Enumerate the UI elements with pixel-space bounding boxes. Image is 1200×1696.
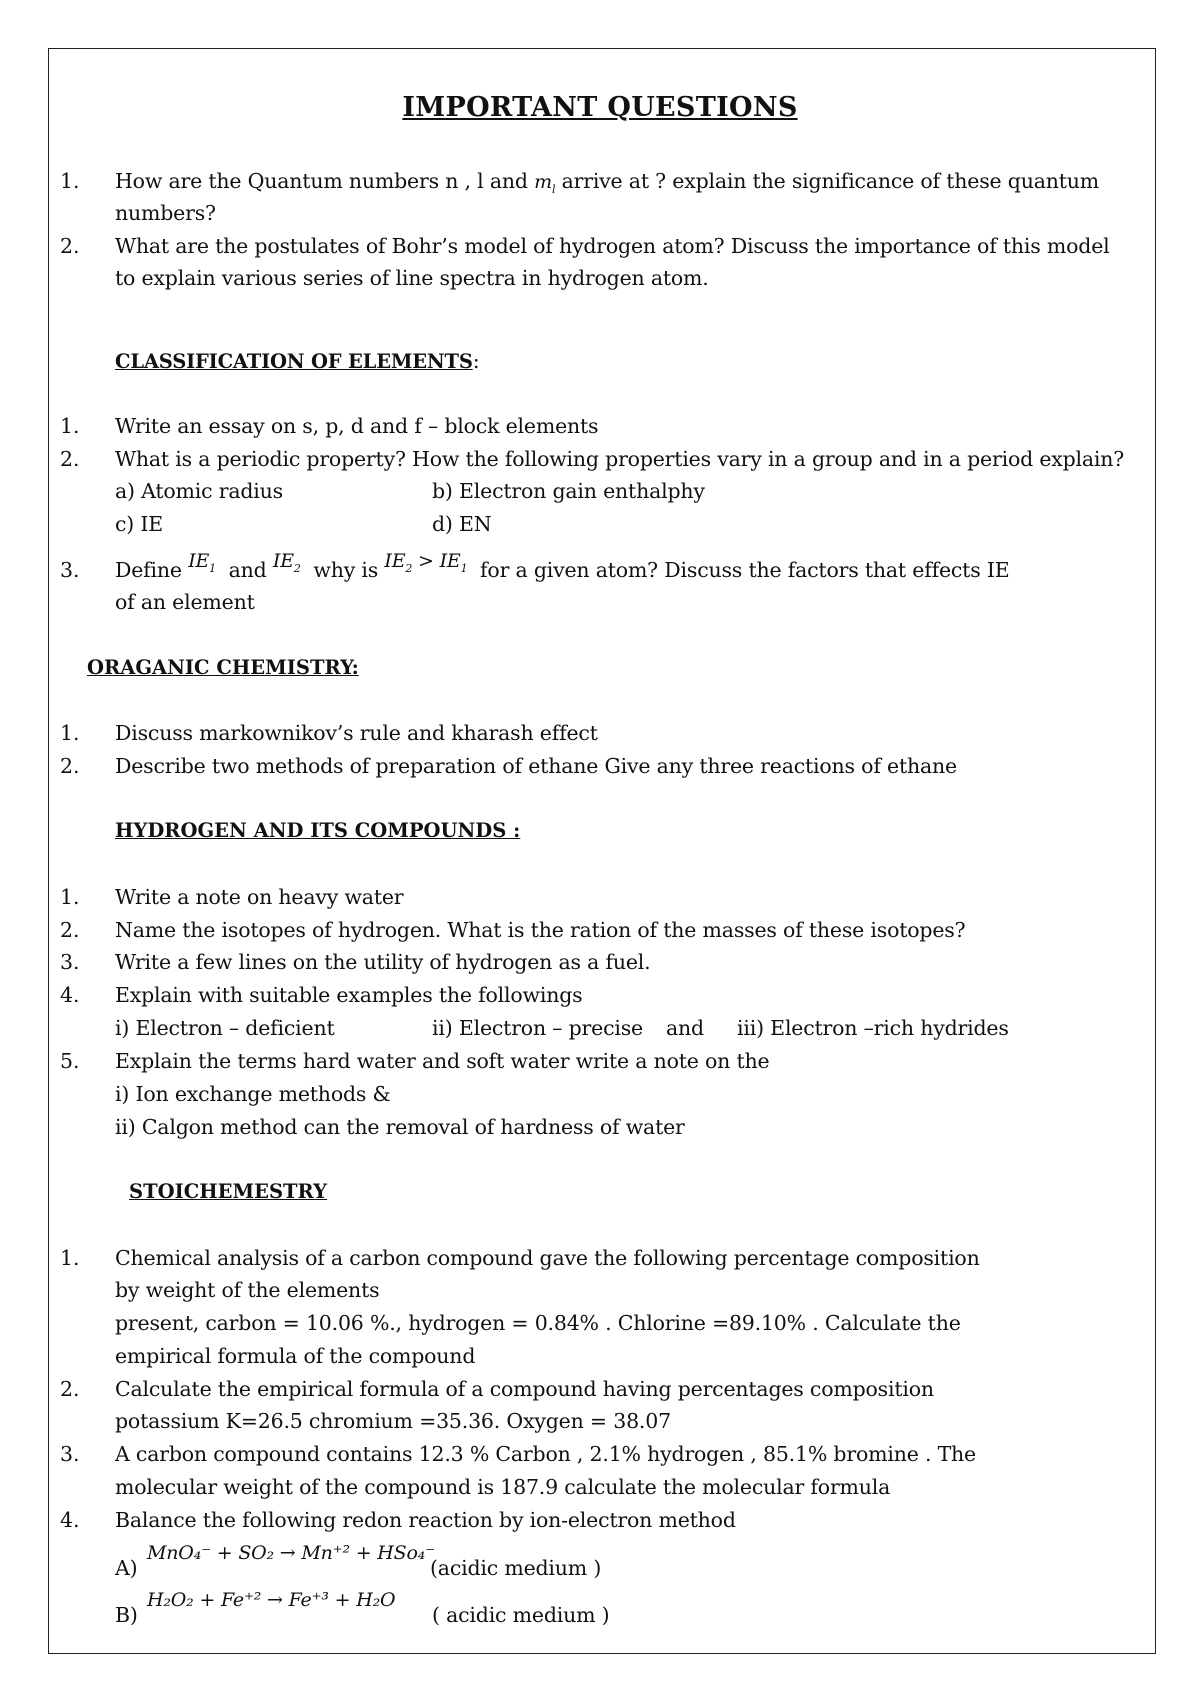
math-cmp-b: IE: [439, 550, 461, 572]
heading-text: CLASSIFICATION OF ELEMENTS: [115, 350, 473, 373]
question-text-part: arrive at ? explain the significance of these quantum: [561, 169, 1099, 193]
question-number: 4.: [60, 983, 80, 1007]
section-heading-classification: [115, 348, 479, 375]
define-word: Define: [115, 558, 182, 582]
math-ie2-sub: 2: [293, 561, 301, 575]
math-ie2: [272, 550, 301, 575]
question-number: 1.: [60, 169, 80, 193]
question-number: 2.: [60, 1377, 80, 1401]
question-text-cont: numbers?: [115, 201, 216, 225]
question-text: What are the postulates of Bohr’s model of hydrogen atom? Discuss the importance of this model: [115, 234, 1110, 258]
question-text: Name the isotopes of hydrogen. What is the ration of the masses of these isotopes?: [115, 918, 966, 942]
option-ii: ii) Calgon method can the removal of hardness of water: [115, 1115, 685, 1139]
question-text-cont: of an element: [115, 590, 255, 614]
option-i: i) Ion exchange methods &: [115, 1082, 391, 1106]
question-text: Write a few lines on the utility of hydrogen as a fuel.: [115, 950, 651, 974]
question-number: 3.: [60, 1442, 80, 1466]
equation-a-label: A): [115, 1556, 138, 1580]
question-number: 1.: [60, 1246, 80, 1270]
question-text: Write an essay on s, p, d and f – block elements: [115, 414, 599, 438]
question-text-cont: by weight of the elements: [115, 1278, 380, 1302]
option-b: b) Electron gain enthalphy: [432, 479, 705, 503]
math-ie1-base: IE: [188, 550, 210, 572]
option-d: d) EN: [432, 512, 492, 536]
question-text: Write a note on heavy water: [115, 885, 404, 909]
math-cmp-b-sub: 1: [460, 561, 468, 575]
equation-a: MnO₄⁻ + SO₂ → Mn⁺² + HSo₄⁻: [147, 1542, 435, 1564]
question-text: Explain the terms hard water and soft water write a note on the: [115, 1049, 770, 1073]
and-word: and: [228, 558, 267, 582]
question-number: 3.: [60, 558, 80, 582]
option-iii: iii) Electron –rich hydrides: [737, 1016, 1009, 1040]
why-word: why is: [313, 558, 379, 582]
math-comparison: [384, 550, 468, 575]
math-ml: [534, 171, 556, 196]
section-heading-stoichiometry: STOICHEMESTRY: [129, 1180, 328, 1203]
question-text: A carbon compound contains 12.3 % Carbon , 2.1% hydrogen , 85.1% bromine . The: [115, 1442, 976, 1466]
equation-b-label: B): [115, 1603, 138, 1627]
question-number: 5.: [60, 1049, 80, 1073]
question-number: 2.: [60, 918, 80, 942]
equation-b: H₂O₂ + Fe⁺² → Fe⁺³ + H₂O: [147, 1589, 396, 1611]
question-text: [115, 550, 1010, 592]
math-m-sub: l: [551, 182, 556, 196]
question-number: 2.: [60, 754, 80, 778]
question-text: Explain with suitable examples the followings: [115, 983, 583, 1007]
question-text-cont: potassium K=26.5 chromium =35.36. Oxygen = 38.07: [115, 1409, 671, 1433]
math-cmp-a: IE: [384, 550, 406, 572]
question-text: Balance the following redon reaction by ion-electron method: [115, 1508, 736, 1532]
option-i: i) Electron – deficient: [115, 1016, 335, 1040]
math-ie2-base: IE: [272, 550, 294, 572]
question-text: Calculate the empirical formula of a compound having percentages composition: [115, 1377, 934, 1401]
page-title: IMPORTANT QUESTIONS: [402, 92, 798, 123]
question-text-part: for a given atom? Discuss the factors that effects IE: [480, 558, 1010, 582]
question-text-cont: empirical formula of the compound: [115, 1344, 476, 1368]
question-text: What is a periodic property? How the following properties vary in a group and in a period explain?: [115, 447, 1125, 471]
math-ie1-sub: 1: [209, 561, 216, 575]
and-word: and: [666, 1016, 704, 1040]
question-number: 1.: [60, 414, 80, 438]
question-number: 3.: [60, 950, 80, 974]
math-cmp-a-sub: 2: [405, 561, 413, 575]
section-heading-hydrogen: HYDROGEN AND ITS COMPOUNDS :: [115, 819, 521, 842]
question-number: 2.: [60, 234, 80, 258]
question-text-cont: present, carbon = 10.06 %., hydrogen = 0.84% . Chlorine =89.10% . Calculate the: [115, 1311, 961, 1335]
question-text: [115, 168, 1099, 203]
question-number: 1.: [60, 885, 80, 909]
equation-a-medium: (acidic medium ): [430, 1556, 602, 1580]
question-number: 4.: [60, 1508, 80, 1532]
option-ii: ii) Electron – precise: [432, 1016, 643, 1040]
question-text: Discuss markownikov’s rule and kharash effect: [115, 721, 598, 745]
option-c: c) IE: [115, 512, 164, 536]
math-ie1: [188, 550, 216, 575]
section-heading-organic: ORAGANIC CHEMISTRY:: [87, 656, 359, 679]
question-text: Chemical analysis of a carbon compound gave the following percentage composition: [115, 1246, 980, 1270]
question-text-cont: to explain various series of line spectra in hydrogen atom.: [115, 266, 709, 290]
option-a: a) Atomic radius: [115, 479, 283, 503]
question-text: Describe two methods of preparation of ethane Give any three reactions of ethane: [115, 754, 957, 778]
question-number: 2.: [60, 447, 80, 471]
math-m: m: [534, 171, 552, 193]
question-text-cont: molecular weight of the compound is 187.9 calculate the molecular formula: [115, 1475, 891, 1499]
equation-b-medium: ( acidic medium ): [432, 1603, 610, 1627]
math-gt: >: [412, 550, 440, 572]
question-text-part: How are the Quantum numbers n , l and: [115, 169, 528, 193]
heading-colon: :: [472, 349, 480, 373]
question-number: 1.: [60, 721, 80, 745]
